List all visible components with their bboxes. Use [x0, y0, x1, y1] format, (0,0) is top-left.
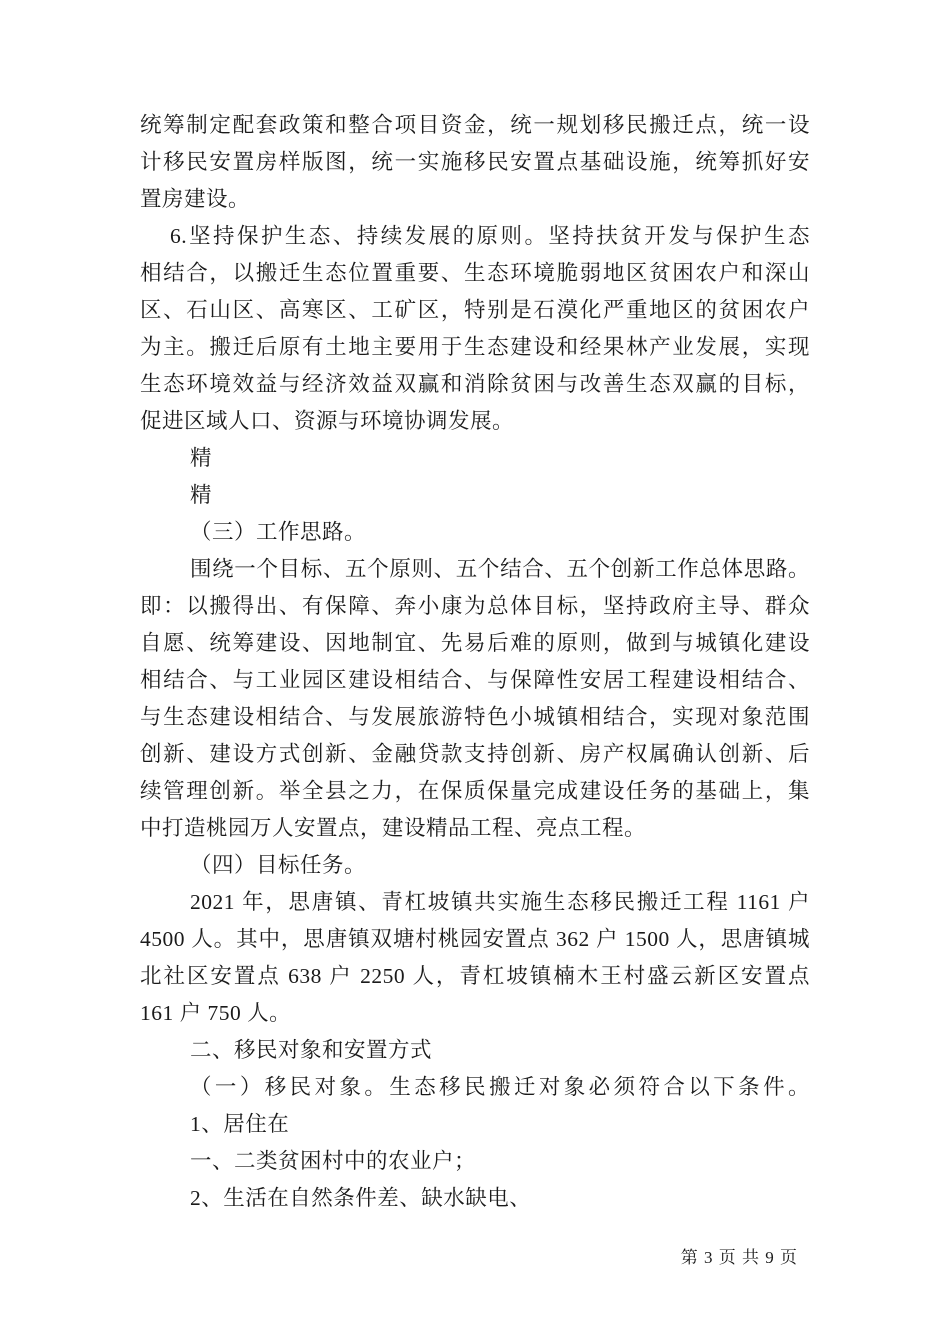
text-line: 区、石山区、高寒区、工矿区，特别是石漠化严重地区的贫困农户 — [140, 298, 810, 322]
text-line: 4500 人。其中，思唐镇双塘村桃园安置点 362 户 1500 人，思唐镇城 — [140, 927, 810, 951]
text-line: 与生态建设相结合、与发展旅游特色小城镇相结合，实现对象范围 — [140, 705, 810, 729]
section-heading: （三）工作思路。 — [190, 520, 367, 544]
text-line: 6.坚持保护生态、持续发展的原则。坚持扶贫开发与保护生态 — [170, 224, 810, 248]
text-line: 计移民安置房样版图，统一实施移民安置点基础设施，统筹抓好安 — [140, 150, 810, 174]
section-heading: （一）移民对象。生态移民搬迁对象必须符合以下条件。 — [190, 1075, 810, 1099]
page-number-footer: 第 3 页 共 9 页 — [680, 1248, 798, 1267]
section-heading: （四）目标任务。 — [190, 853, 367, 877]
text-line: 北社区安置点 638 户 2250 人，青杠坡镇楠木王村盛云新区安置点 — [140, 964, 810, 988]
text-line: 即：以搬得出、有保障、奔小康为总体目标，坚持政府主导、群众 — [140, 594, 810, 618]
text-line: 2021 年，思唐镇、青杠坡镇共实施生态移民搬迁工程 1161 户 — [190, 890, 810, 914]
text-line: 161 户 750 人。 — [140, 1001, 292, 1025]
text-line: 续管理创新。举全县之力，在保质保量完成建设任务的基础上，集 — [140, 779, 810, 803]
text-line: 中打造桃园万人安置点，建设精品工程、亮点工程。 — [140, 816, 647, 840]
text-line: 为主。搬迁后原有土地主要用于生态建设和经果林产业发展，实现 — [140, 335, 810, 359]
text-line: 统筹制定配套政策和整合项目资金，统一规划移民搬迁点，统一设 — [140, 113, 810, 137]
section-heading: 二、移民对象和安置方式 — [190, 1038, 433, 1062]
text-line: 精 — [190, 483, 213, 507]
list-item: 2、生活在自然条件差、缺水缺电、 — [190, 1186, 532, 1210]
document-body — [140, 107, 810, 1217]
list-item: 1、居住在 — [190, 1112, 290, 1136]
text-line: 围绕一个目标、五个原则、五个结合、五个创新工作总体思路。 — [190, 557, 810, 581]
text-line: 精 — [190, 446, 213, 470]
text-line: 相结合、与工业园区建设相结合、与保障性安居工程建设相结合、 — [140, 668, 810, 692]
text-line: 创新、建设方式创新、金融贷款支持创新、房产权属确认创新、后 — [140, 742, 810, 766]
text-line: 促进区域人口、资源与环境协调发展。 — [140, 409, 515, 433]
text-line: 置房建设。 — [140, 187, 251, 211]
text-line: 自愿、统筹建设、因地制宜、先易后难的原则，做到与城镇化建设 — [140, 631, 810, 655]
list-item: 一、二类贫困村中的农业户； — [190, 1149, 477, 1173]
text-line: 生态环境效益与经济效益双赢和消除贫困与改善生态双赢的目标， — [140, 372, 810, 396]
text-line: 相结合，以搬迁生态位置重要、生态环境脆弱地区贫困农户和深山 — [140, 261, 810, 285]
